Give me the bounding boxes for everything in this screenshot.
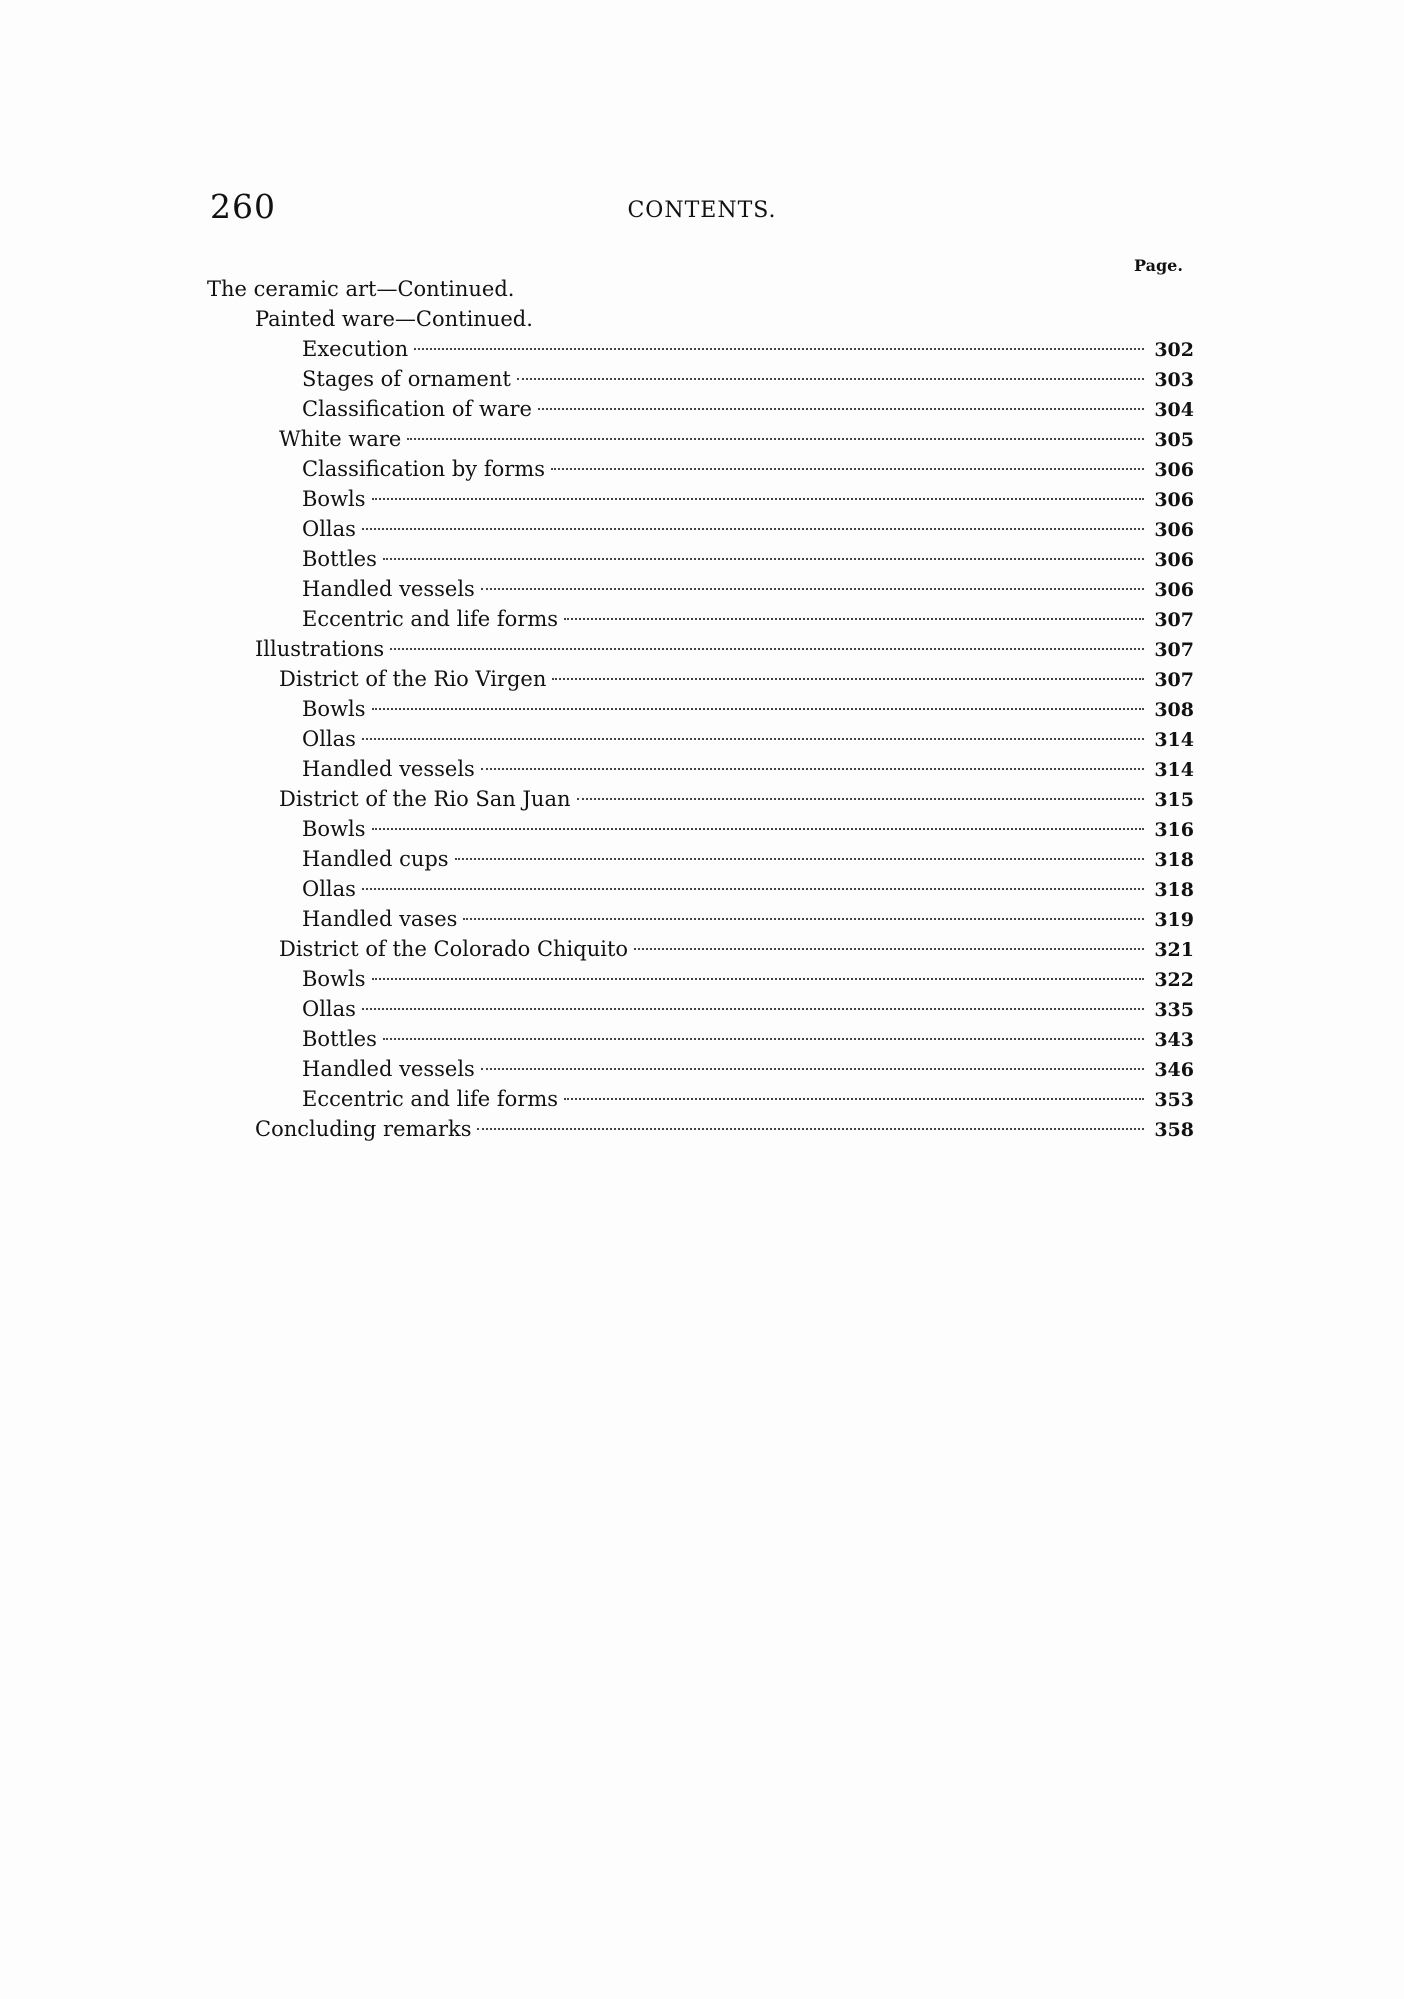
- toc-entry-title: Bowls: [302, 697, 366, 721]
- toc-entry[interactable]: [302, 994, 1194, 1024]
- toc-entry[interactable]: [302, 484, 1194, 514]
- dot-leader: [463, 918, 1144, 920]
- toc-entry-page: 303: [1154, 369, 1194, 391]
- toc-entry[interactable]: [302, 604, 1194, 634]
- dot-leader: [362, 1008, 1144, 1010]
- toc-entry[interactable]: [302, 1024, 1194, 1054]
- toc-entry-title: Ollas: [302, 997, 356, 1021]
- toc-entry[interactable]: [255, 1114, 1194, 1144]
- toc-entry-title: Stages of ornament: [302, 367, 511, 391]
- toc-entry-title: Handled vessels: [302, 577, 475, 601]
- dot-leader: [383, 558, 1144, 560]
- toc-entry-page: 302: [1154, 339, 1194, 361]
- dot-leader: [477, 1128, 1144, 1130]
- toc-entry-title: White ware: [279, 427, 402, 451]
- dot-leader: [407, 438, 1144, 440]
- toc-entry-page: 306: [1154, 579, 1194, 601]
- dot-leader: [390, 648, 1144, 650]
- page-number: 260: [210, 187, 276, 226]
- toc-entry-title: Classification of ware: [302, 397, 532, 421]
- toc-entry[interactable]: [302, 334, 1194, 364]
- dot-leader: [372, 978, 1144, 980]
- toc-entry-title: Bowls: [302, 817, 366, 841]
- toc-entry-title: Ollas: [302, 727, 356, 751]
- toc-entry-title: Bottles: [302, 547, 377, 571]
- toc-entry[interactable]: [302, 844, 1194, 874]
- toc-entry-page: 316: [1154, 819, 1194, 841]
- toc-entry[interactable]: [302, 874, 1194, 904]
- toc-entry-page: 305: [1154, 429, 1194, 451]
- toc-entry-page: 318: [1154, 849, 1194, 871]
- toc-entry-title: Bottles: [302, 1027, 377, 1051]
- dot-leader: [414, 348, 1144, 350]
- toc-entry[interactable]: [302, 754, 1194, 784]
- toc-entry[interactable]: [279, 664, 1194, 694]
- running-head: CONTENTS.: [627, 198, 777, 223]
- dot-leader: [372, 828, 1144, 830]
- toc-entry-title: Handled vases: [302, 907, 458, 931]
- dot-leader: [362, 888, 1144, 890]
- toc-entry-title: Concluding remarks: [255, 1117, 472, 1141]
- toc-entry-page: 306: [1154, 549, 1194, 571]
- toc-entry-title: Illustrations: [255, 637, 385, 661]
- toc-heading: [255, 304, 533, 334]
- dot-leader: [551, 468, 1144, 470]
- page-column-label: Page.: [1134, 256, 1183, 275]
- toc-entry[interactable]: [279, 784, 1194, 814]
- dot-leader: [455, 858, 1144, 860]
- toc-entry-title: Ollas: [302, 517, 356, 541]
- toc-entry[interactable]: [279, 424, 1194, 454]
- toc-entry-page: 307: [1154, 609, 1194, 631]
- dot-leader: [481, 768, 1144, 770]
- dot-leader: [538, 408, 1144, 410]
- toc-entry-page: 306: [1154, 489, 1194, 511]
- toc-entry[interactable]: [302, 814, 1194, 844]
- toc-entry-title: Execution: [302, 337, 409, 361]
- toc-entry[interactable]: [302, 514, 1194, 544]
- toc-entry-page: 322: [1154, 969, 1194, 991]
- toc-entry-title: Ollas: [302, 877, 356, 901]
- dot-leader: [564, 1098, 1144, 1100]
- dot-leader: [372, 498, 1144, 500]
- toc-entry[interactable]: [302, 364, 1194, 394]
- toc-entry-title: District of the Colorado Chiquito: [279, 937, 629, 961]
- dot-leader: [362, 738, 1144, 740]
- toc-entry[interactable]: [302, 454, 1194, 484]
- toc-heading: [207, 274, 514, 304]
- toc-entry-title: District of the Rio San Juan: [279, 787, 571, 811]
- toc-entry-title: District of the Rio Virgen: [279, 667, 547, 691]
- toc-entry[interactable]: [279, 934, 1194, 964]
- dot-leader: [481, 1068, 1144, 1070]
- toc-entry-page: 308: [1154, 699, 1194, 721]
- toc-entry-page: 335: [1154, 999, 1194, 1021]
- toc-entry-title: Bowls: [302, 487, 366, 511]
- toc-heading-title: Painted ware—Continued.: [255, 307, 533, 331]
- toc-entry-page: 304: [1154, 399, 1194, 421]
- toc-entry[interactable]: [302, 694, 1194, 724]
- toc-entry[interactable]: [302, 574, 1194, 604]
- toc-entry-page: 306: [1154, 459, 1194, 481]
- toc-entry-page: 314: [1154, 729, 1194, 751]
- toc-entry-page: 353: [1154, 1089, 1194, 1111]
- toc-entry-page: 321: [1154, 939, 1194, 961]
- dot-leader: [577, 798, 1145, 800]
- toc-entry[interactable]: [302, 904, 1194, 934]
- toc-entry-page: 306: [1154, 519, 1194, 541]
- toc-entry-page: 314: [1154, 759, 1194, 781]
- toc-entry-title: Classification by forms: [302, 457, 545, 481]
- toc-entry[interactable]: [302, 394, 1194, 424]
- dot-leader: [552, 678, 1144, 680]
- toc-entry-page: 319: [1154, 909, 1194, 931]
- toc-entry-title: Bowls: [302, 967, 366, 991]
- toc-entry-page: 343: [1154, 1029, 1194, 1051]
- toc-entry-title: Handled cups: [302, 847, 449, 871]
- dot-leader: [634, 948, 1144, 950]
- toc-entry[interactable]: [302, 1084, 1194, 1114]
- toc-entry[interactable]: [255, 634, 1194, 664]
- dot-leader: [481, 588, 1144, 590]
- toc-entry-title: Handled vessels: [302, 1057, 475, 1081]
- toc-entry-title: Eccentric and life forms: [302, 1087, 559, 1111]
- toc-entry-page: 318: [1154, 879, 1194, 901]
- dot-leader: [517, 378, 1144, 380]
- toc-entry-page: 358: [1154, 1119, 1194, 1141]
- toc-entry-title: Eccentric and life forms: [302, 607, 559, 631]
- toc-entry-page: 315: [1154, 789, 1194, 811]
- dot-leader: [372, 708, 1144, 710]
- toc-entry[interactable]: [302, 1054, 1194, 1084]
- toc-entry[interactable]: [302, 964, 1194, 994]
- dot-leader: [564, 618, 1144, 620]
- toc-entry[interactable]: [302, 544, 1194, 574]
- dot-leader: [362, 528, 1144, 530]
- toc-entry-title: Handled vessels: [302, 757, 475, 781]
- toc-heading-title: The ceramic art—Continued.: [207, 277, 515, 301]
- dot-leader: [383, 1038, 1144, 1040]
- toc-entry-page: 346: [1154, 1059, 1194, 1081]
- toc-entry[interactable]: [302, 724, 1194, 754]
- toc-entry-page: 307: [1154, 639, 1194, 661]
- toc-entry-page: 307: [1154, 669, 1194, 691]
